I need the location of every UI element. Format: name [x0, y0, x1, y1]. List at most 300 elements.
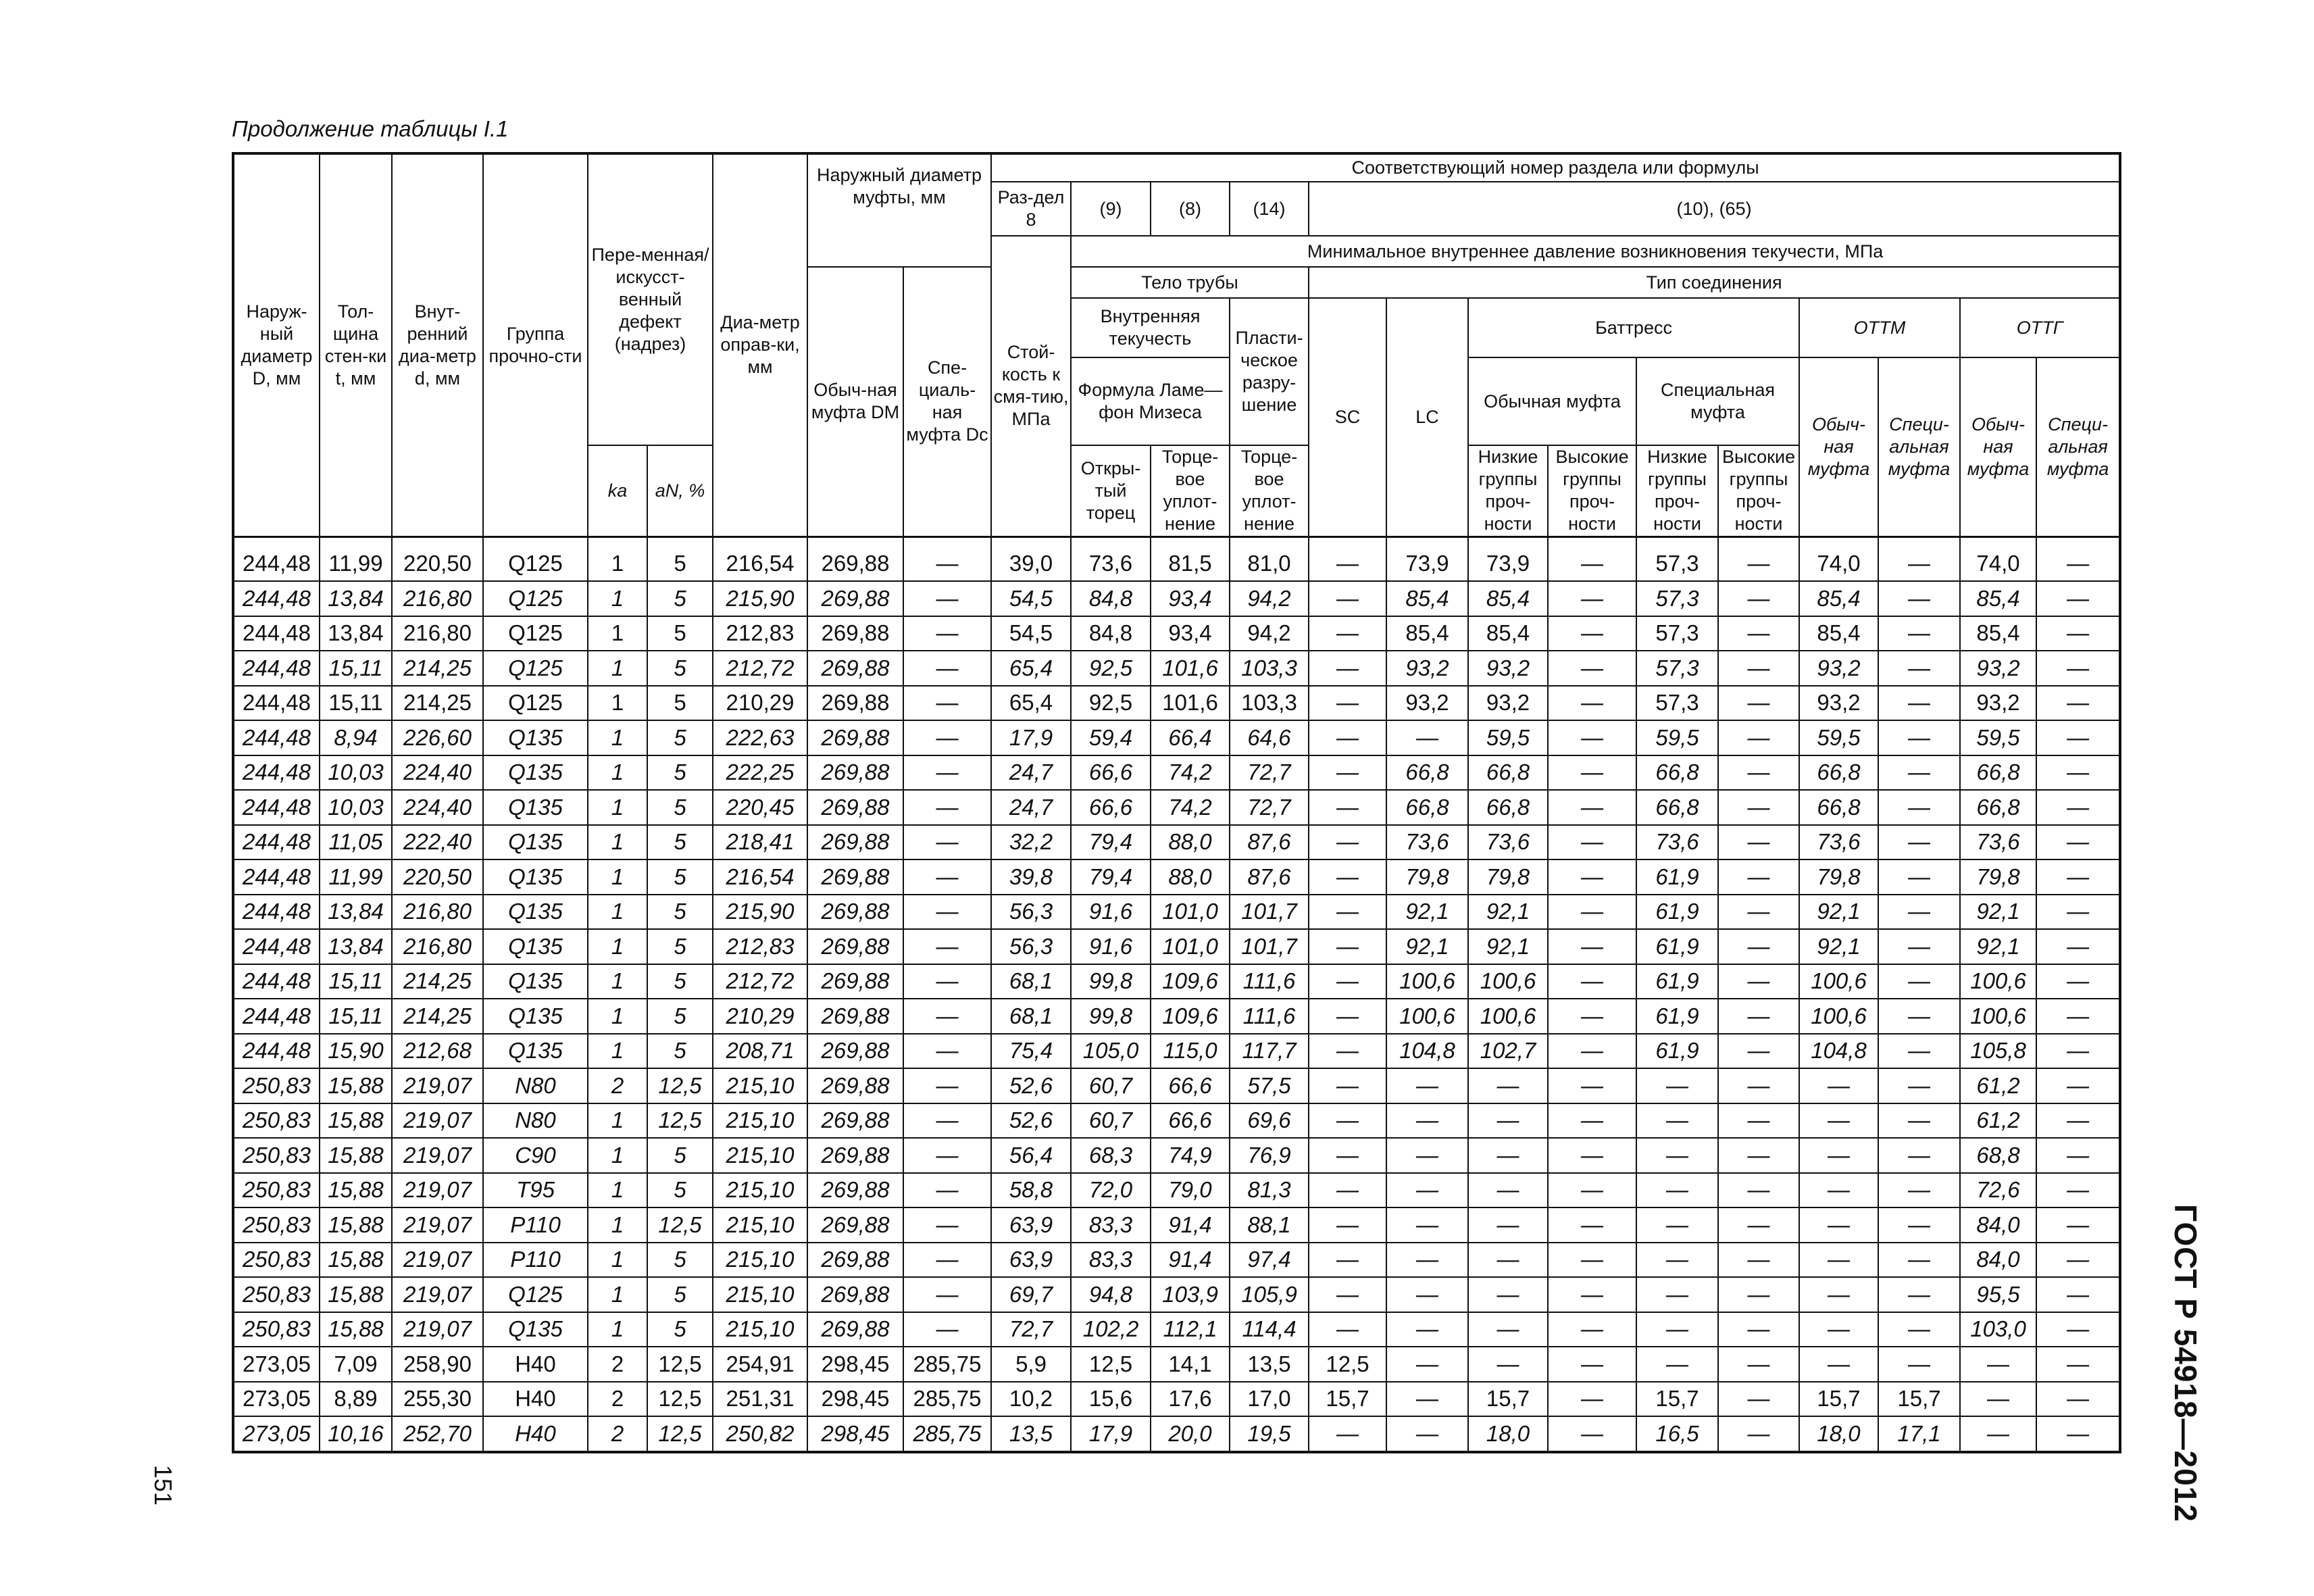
table-cell: —: [2036, 1207, 2120, 1243]
table-cell: 269,88: [807, 859, 903, 895]
table-cell: —: [2036, 1312, 2120, 1347]
table-cell: 215,10: [713, 1068, 807, 1103]
header-ottm: ОТТМ: [1799, 298, 1960, 357]
table-body: [233, 547, 2120, 1452]
table-cell: 250,83: [233, 1138, 320, 1173]
table-cell: 92,1: [1468, 895, 1548, 930]
table-cell: 5: [647, 651, 713, 686]
table-cell: 103,3: [1230, 651, 1309, 686]
table-cell: 269,88: [807, 790, 903, 825]
table-cell: —: [1718, 1207, 1799, 1243]
table-cell: 85,4: [1799, 581, 1878, 616]
table-cell: 19,5: [1230, 1416, 1309, 1452]
table-cell: 115,0: [1151, 1034, 1230, 1069]
table-cell: —: [1548, 1347, 1636, 1382]
table-row: [233, 1138, 2120, 1173]
table-cell: 24,7: [991, 755, 1071, 791]
table-cell: 57,3: [1636, 651, 1718, 686]
table-cell: Q135: [483, 895, 588, 930]
table-cell: 93,2: [1468, 651, 1548, 686]
table-cell: —: [1718, 651, 1799, 686]
table-cell: 269,88: [807, 964, 903, 999]
table-cell: 101,7: [1230, 895, 1309, 930]
table-cell: 93,4: [1151, 581, 1230, 616]
table-cell: 85,4: [1799, 616, 1878, 651]
table-cell: —: [1309, 1068, 1386, 1103]
table-cell: 214,25: [392, 651, 483, 686]
table-cell: 15,88: [320, 1068, 392, 1103]
table-cell: —: [1548, 1103, 1636, 1139]
table-row: [233, 547, 2120, 582]
table-cell: Q135: [483, 755, 588, 791]
table-cell: 65,4: [991, 686, 1071, 721]
table-cell: 68,1: [991, 964, 1071, 999]
table-cell: 17,0: [1230, 1382, 1309, 1417]
table-cell: Q135: [483, 964, 588, 999]
table-cell: 73,6: [1636, 825, 1718, 860]
table-cell: —: [2036, 929, 2120, 964]
table-cell: 73,9: [1468, 547, 1548, 582]
table-cell: 15,88: [320, 1277, 392, 1312]
table-cell: —: [903, 825, 991, 860]
table-cell: —: [1548, 825, 1636, 860]
table-cell: Q125: [483, 1277, 588, 1312]
table-cell: 222,63: [713, 720, 807, 755]
table-cell: 244,48: [233, 999, 320, 1034]
header-inner-diameter: Внут-ренний диа-метр d, мм: [392, 153, 483, 537]
table-cell: 95,5: [1960, 1277, 2036, 1312]
table-cell: 269,88: [807, 895, 903, 930]
table-cell: —: [1718, 929, 1799, 964]
table-cell: —: [1386, 1312, 1468, 1347]
table-cell: 74,9: [1151, 1138, 1230, 1173]
table-cell: 5: [647, 999, 713, 1034]
table-cell: 63,9: [991, 1207, 1071, 1243]
table-cell: 11,05: [320, 825, 392, 860]
table-cell: 216,54: [713, 547, 807, 582]
table-cell: 79,0: [1151, 1173, 1230, 1208]
table-cell: —: [1309, 929, 1386, 964]
table-cell: 100,6: [1799, 999, 1878, 1034]
table-cell: —: [1309, 1207, 1386, 1243]
table-cell: 15,11: [320, 651, 392, 686]
table-cell: —: [903, 1243, 991, 1278]
table-cell: —: [1878, 581, 1960, 616]
table-cell: Q135: [483, 720, 588, 755]
table-cell: 10,03: [320, 790, 392, 825]
table-cell: 14,1: [1151, 1347, 1230, 1382]
table-cell: N80: [483, 1103, 588, 1139]
table-row: [233, 1103, 2120, 1139]
table-cell: 216,80: [392, 895, 483, 930]
table-cell: 81,5: [1151, 547, 1230, 582]
table-row: [233, 755, 2120, 791]
table-cell: 1: [588, 1277, 647, 1312]
table-cell: —: [1718, 1382, 1799, 1417]
table-cell: 72,7: [1230, 755, 1309, 791]
table-cell: 103,0: [1960, 1312, 2036, 1347]
table-cell: —: [903, 1277, 991, 1312]
table-cell: —: [1878, 547, 1960, 582]
table-cell: —: [1386, 1382, 1468, 1417]
table-cell: 5: [647, 1243, 713, 1278]
table-cell: 109,6: [1151, 999, 1230, 1034]
table-cell: 15,11: [320, 686, 392, 721]
table-cell: 269,88: [807, 1207, 903, 1243]
table-cell: 56,4: [991, 1138, 1071, 1173]
table-cell: 39,8: [991, 859, 1071, 895]
table-cell: 12,5: [1071, 1347, 1151, 1382]
table-cell: 269,88: [807, 547, 903, 582]
table-cell: 15,7: [1309, 1382, 1386, 1417]
header-pipe-body: Тело трубы: [1071, 267, 1309, 298]
table-cell: —: [2036, 720, 2120, 755]
table-cell: N80: [483, 1068, 588, 1103]
table-cell: 74,0: [1960, 547, 2036, 582]
table-cell: 93,2: [1799, 651, 1878, 686]
table-cell: 2: [588, 1347, 647, 1382]
table-cell: 101,0: [1151, 929, 1230, 964]
table-cell: 109,6: [1151, 964, 1230, 999]
table-cell: 57,5: [1230, 1068, 1309, 1103]
table-cell: 66,8: [1636, 755, 1718, 791]
table-cell: —: [1548, 1034, 1636, 1069]
header-plastic-failure: Пласти-ческое разру-шение: [1230, 298, 1309, 445]
header-internal-yield: Внутренняя текучесть: [1071, 298, 1230, 357]
table-cell: —: [1386, 1103, 1468, 1139]
table-cell: —: [1878, 1312, 1960, 1347]
table-row: [233, 1347, 2120, 1382]
table-cell: 224,40: [392, 790, 483, 825]
table-cell: —: [1718, 1347, 1799, 1382]
table-cell: 215,10: [713, 1138, 807, 1173]
table-cell: 101,7: [1230, 929, 1309, 964]
table-cell: 66,8: [1799, 790, 1878, 825]
table-cell: 8,94: [320, 720, 392, 755]
table-cell: 224,40: [392, 755, 483, 791]
table-cell: 57,3: [1636, 616, 1718, 651]
table-cell: —: [1548, 1312, 1636, 1347]
table-cell: —: [2036, 1347, 2120, 1382]
table-cell: 285,75: [903, 1416, 991, 1452]
table-cell: Q135: [483, 1034, 588, 1069]
table-cell: 1: [588, 790, 647, 825]
table-cell: 250,82: [713, 1416, 807, 1452]
table-cell: 76,9: [1230, 1138, 1309, 1173]
table-cell: —: [1548, 1382, 1636, 1417]
table-cell: —: [1309, 790, 1386, 825]
table-cell: 10,03: [320, 755, 392, 791]
table-cell: 219,07: [392, 1207, 483, 1243]
table-cell: 5: [647, 686, 713, 721]
table-cell: —: [1309, 1138, 1386, 1173]
table-cell: —: [1718, 825, 1799, 860]
table-cell: 285,75: [903, 1382, 991, 1417]
table-cell: —: [1386, 1277, 1468, 1312]
table-row: [233, 1207, 2120, 1243]
table-cell: —: [1386, 1138, 1468, 1173]
table-cell: —: [1309, 1173, 1386, 1208]
table-cell: —: [1878, 1207, 1960, 1243]
table-cell: —: [903, 755, 991, 791]
table-cell: 12,5: [647, 1207, 713, 1243]
table-cell: 219,07: [392, 1138, 483, 1173]
table-cell: 93,2: [1386, 686, 1468, 721]
table-cell: 215,90: [713, 581, 807, 616]
table-cell: 79,8: [1386, 859, 1468, 895]
table-cell: 269,88: [807, 720, 903, 755]
table-cell: 73,6: [1071, 547, 1151, 582]
table-cell: —: [1386, 1068, 1468, 1103]
table-cell: 285,75: [903, 1347, 991, 1382]
table-cell: 5: [647, 929, 713, 964]
table-cell: 1: [588, 1312, 647, 1347]
header-buttress: Баттресс: [1468, 298, 1799, 357]
table-row: [233, 859, 2120, 895]
table-cell: —: [2036, 651, 2120, 686]
table-cell: 10,16: [320, 1416, 392, 1452]
table-cell: —: [903, 1312, 991, 1347]
table-cell: —: [1878, 1173, 1960, 1208]
table-cell: —: [1468, 1068, 1548, 1103]
table-cell: —: [1548, 964, 1636, 999]
table-cell: —: [903, 1034, 991, 1069]
table-cell: 111,6: [1230, 964, 1309, 999]
header-sc: SC: [1309, 298, 1386, 537]
table-cell: —: [1548, 1277, 1636, 1312]
table-cell: —: [1309, 616, 1386, 651]
table-cell: —: [1309, 895, 1386, 930]
table-cell: —: [1548, 581, 1636, 616]
table-cell: 59,4: [1071, 720, 1151, 755]
table-cell: 20,0: [1151, 1416, 1230, 1452]
table-cell: 18,0: [1799, 1416, 1878, 1452]
table-cell: —: [903, 999, 991, 1034]
table-cell: 75,4: [991, 1034, 1071, 1069]
table-cell: 212,72: [713, 651, 807, 686]
table-cell: —: [1548, 895, 1636, 930]
table-cell: —: [1548, 755, 1636, 791]
table-cell: 269,88: [807, 1103, 903, 1139]
table-row: [233, 720, 2120, 755]
table-cell: —: [1960, 1416, 2036, 1452]
table-cell: 2: [588, 1068, 647, 1103]
table-cell: —: [903, 964, 991, 999]
table-cell: 244,48: [233, 547, 320, 582]
table-cell: —: [1878, 790, 1960, 825]
table-cell: 250,83: [233, 1173, 320, 1208]
table-cell: —: [1878, 755, 1960, 791]
table-cell: 58,8: [991, 1173, 1071, 1208]
table-cell: 13,84: [320, 929, 392, 964]
table-cell: 273,05: [233, 1416, 320, 1452]
table-cell: 269,88: [807, 1312, 903, 1347]
table-cell: 93,2: [1960, 651, 2036, 686]
table-cell: —: [1309, 755, 1386, 791]
table-cell: —: [1878, 999, 1960, 1034]
table-cell: 15,88: [320, 1207, 392, 1243]
table-cell: 69,7: [991, 1277, 1071, 1312]
table-row: [233, 616, 2120, 651]
table-cell: —: [1718, 859, 1799, 895]
table-cell: 101,0: [1151, 895, 1230, 930]
table-cell: —: [903, 1068, 991, 1103]
table-cell: —: [1878, 929, 1960, 964]
table-cell: 11,99: [320, 547, 392, 582]
table-cell: —: [1636, 1312, 1718, 1347]
table-cell: 298,45: [807, 1347, 903, 1382]
table-cell: Q135: [483, 929, 588, 964]
table-cell: 72,6: [1960, 1173, 2036, 1208]
header-high-groups-special: Высокие группы проч-ности: [1718, 445, 1799, 537]
table-cell: Q135: [483, 859, 588, 895]
table-cell: 298,45: [807, 1382, 903, 1417]
table-cell: —: [1548, 859, 1636, 895]
table-cell: —: [2036, 825, 2120, 860]
table-cell: 17,6: [1151, 1382, 1230, 1417]
table-cell: —: [1548, 999, 1636, 1034]
table-cell: 84,0: [1960, 1243, 2036, 1278]
table-cell: —: [1468, 1138, 1548, 1173]
table-cell: 94,2: [1230, 581, 1309, 616]
table-cell: 85,4: [1960, 581, 2036, 616]
table-cell: —: [1960, 1382, 2036, 1417]
table-cell: —: [2036, 547, 2120, 582]
table-cell: —: [1548, 1173, 1636, 1208]
table-cell: 15,88: [320, 1138, 392, 1173]
table-cell: 104,8: [1799, 1034, 1878, 1069]
table-cell: —: [903, 720, 991, 755]
table-cell: —: [1309, 964, 1386, 999]
header-regular-muff: Обычная муфта: [1468, 357, 1636, 445]
table-cell: 97,4: [1230, 1243, 1309, 1278]
table-cell: 12,5: [647, 1068, 713, 1103]
table-cell: 5: [647, 895, 713, 930]
table-cell: 215,10: [713, 1312, 807, 1347]
table-cell: 94,8: [1071, 1277, 1151, 1312]
table-cell: 57,3: [1636, 581, 1718, 616]
table-cell: 214,25: [392, 964, 483, 999]
header-open-end: Откры-тый торец: [1071, 445, 1151, 537]
table-cell: 215,10: [713, 1173, 807, 1208]
table-cell: —: [1878, 1138, 1960, 1173]
table-cell: 220,50: [392, 859, 483, 895]
table-row: [233, 1068, 2120, 1103]
table-cell: 215,10: [713, 1103, 807, 1139]
page-number: 151: [149, 1465, 177, 1506]
table-cell: 68,3: [1071, 1138, 1151, 1173]
table-cell: 222,40: [392, 825, 483, 860]
table-cell: —: [1636, 1277, 1718, 1312]
table-cell: P110: [483, 1243, 588, 1278]
table-cell: 79,4: [1071, 859, 1151, 895]
table-cell: —: [1878, 1277, 1960, 1312]
table-cell: 215,10: [713, 1277, 807, 1312]
table-row: [233, 1382, 2120, 1417]
table-cell: 69,6: [1230, 1103, 1309, 1139]
table-cell: —: [903, 616, 991, 651]
table-cell: 93,4: [1151, 616, 1230, 651]
table-cell: 60,7: [1071, 1103, 1151, 1139]
table-cell: 250,83: [233, 1103, 320, 1139]
header-connection-type: Тип соединения: [1309, 267, 2120, 298]
header-wall-thickness: Тол-щина стен-ки t, мм: [320, 153, 392, 537]
table-cell: —: [1548, 929, 1636, 964]
table-cell: 81,3: [1230, 1173, 1309, 1208]
table-cell: 13,5: [991, 1416, 1071, 1452]
table-cell: 92,1: [1386, 895, 1468, 930]
table-cell: 74,0: [1799, 547, 1878, 582]
table-cell: 250,83: [233, 1277, 320, 1312]
table-cell: 212,72: [713, 964, 807, 999]
table-cell: —: [1468, 1173, 1548, 1208]
table-cell: 61,9: [1636, 859, 1718, 895]
table-cell: 112,1: [1151, 1312, 1230, 1347]
table-cell: 15,88: [320, 1312, 392, 1347]
table-cell: 61,9: [1636, 929, 1718, 964]
table-cell: —: [2036, 1173, 2120, 1208]
table-cell: —: [2036, 1382, 2120, 1417]
table-cell: 226,60: [392, 720, 483, 755]
table-cell: Q125: [483, 616, 588, 651]
table-cell: —: [1309, 686, 1386, 721]
header-coupling-od: Наружный диаметр муфты, мм: [807, 153, 991, 267]
table-cell: 66,8: [1386, 790, 1468, 825]
table-cell: 91,6: [1071, 929, 1151, 964]
table-cell: —: [1468, 1312, 1548, 1347]
table-row: [233, 1312, 2120, 1347]
table-cell: Q135: [483, 999, 588, 1034]
table-cell: 59,5: [1468, 720, 1548, 755]
table-cell: 269,88: [807, 825, 903, 860]
table-cell: —: [2036, 790, 2120, 825]
table-cell: —: [1718, 1103, 1799, 1139]
table-cell: —: [1799, 1207, 1878, 1243]
header-ka: ka: [588, 445, 647, 537]
table-cell: 15,11: [320, 964, 392, 999]
table-cell: 5: [647, 1138, 713, 1173]
table-cell: —: [1548, 1243, 1636, 1278]
table-cell: —: [1878, 1103, 1960, 1139]
table-cell: 212,83: [713, 929, 807, 964]
table-cell: 74,2: [1151, 790, 1230, 825]
table-cell: 73,6: [1468, 825, 1548, 860]
header-an: aN, %: [647, 445, 713, 537]
table-cell: 66,8: [1960, 790, 2036, 825]
table-cell: 91,6: [1071, 895, 1151, 930]
header-outer-diameter: Наруж-ный диаметр D, мм: [233, 153, 320, 537]
table-cell: 1: [588, 1243, 647, 1278]
table-cell: 61,2: [1960, 1103, 2036, 1139]
table-cell: 66,6: [1151, 1068, 1230, 1103]
table-cell: 39,0: [991, 547, 1071, 582]
table-cell: —: [2036, 895, 2120, 930]
table-cell: —: [1799, 1138, 1878, 1173]
table-cell: 72,7: [1230, 790, 1309, 825]
header-low-groups: Низкие группы проч-ности: [1468, 445, 1548, 537]
table-row: [233, 790, 2120, 825]
table-cell: 81,0: [1230, 547, 1309, 582]
table-cell: —: [1309, 1416, 1386, 1452]
table-cell: 61,9: [1636, 1034, 1718, 1069]
header-high-groups: Высокие группы проч-ности: [1548, 445, 1636, 537]
table-cell: 244,48: [233, 929, 320, 964]
table-cell: 1: [588, 547, 647, 582]
table-cell: 59,5: [1960, 720, 2036, 755]
table-cell: 269,88: [807, 1243, 903, 1278]
header-ottg-regular: Обыч-ная муфта: [1960, 357, 2036, 537]
table-cell: 59,5: [1636, 720, 1718, 755]
